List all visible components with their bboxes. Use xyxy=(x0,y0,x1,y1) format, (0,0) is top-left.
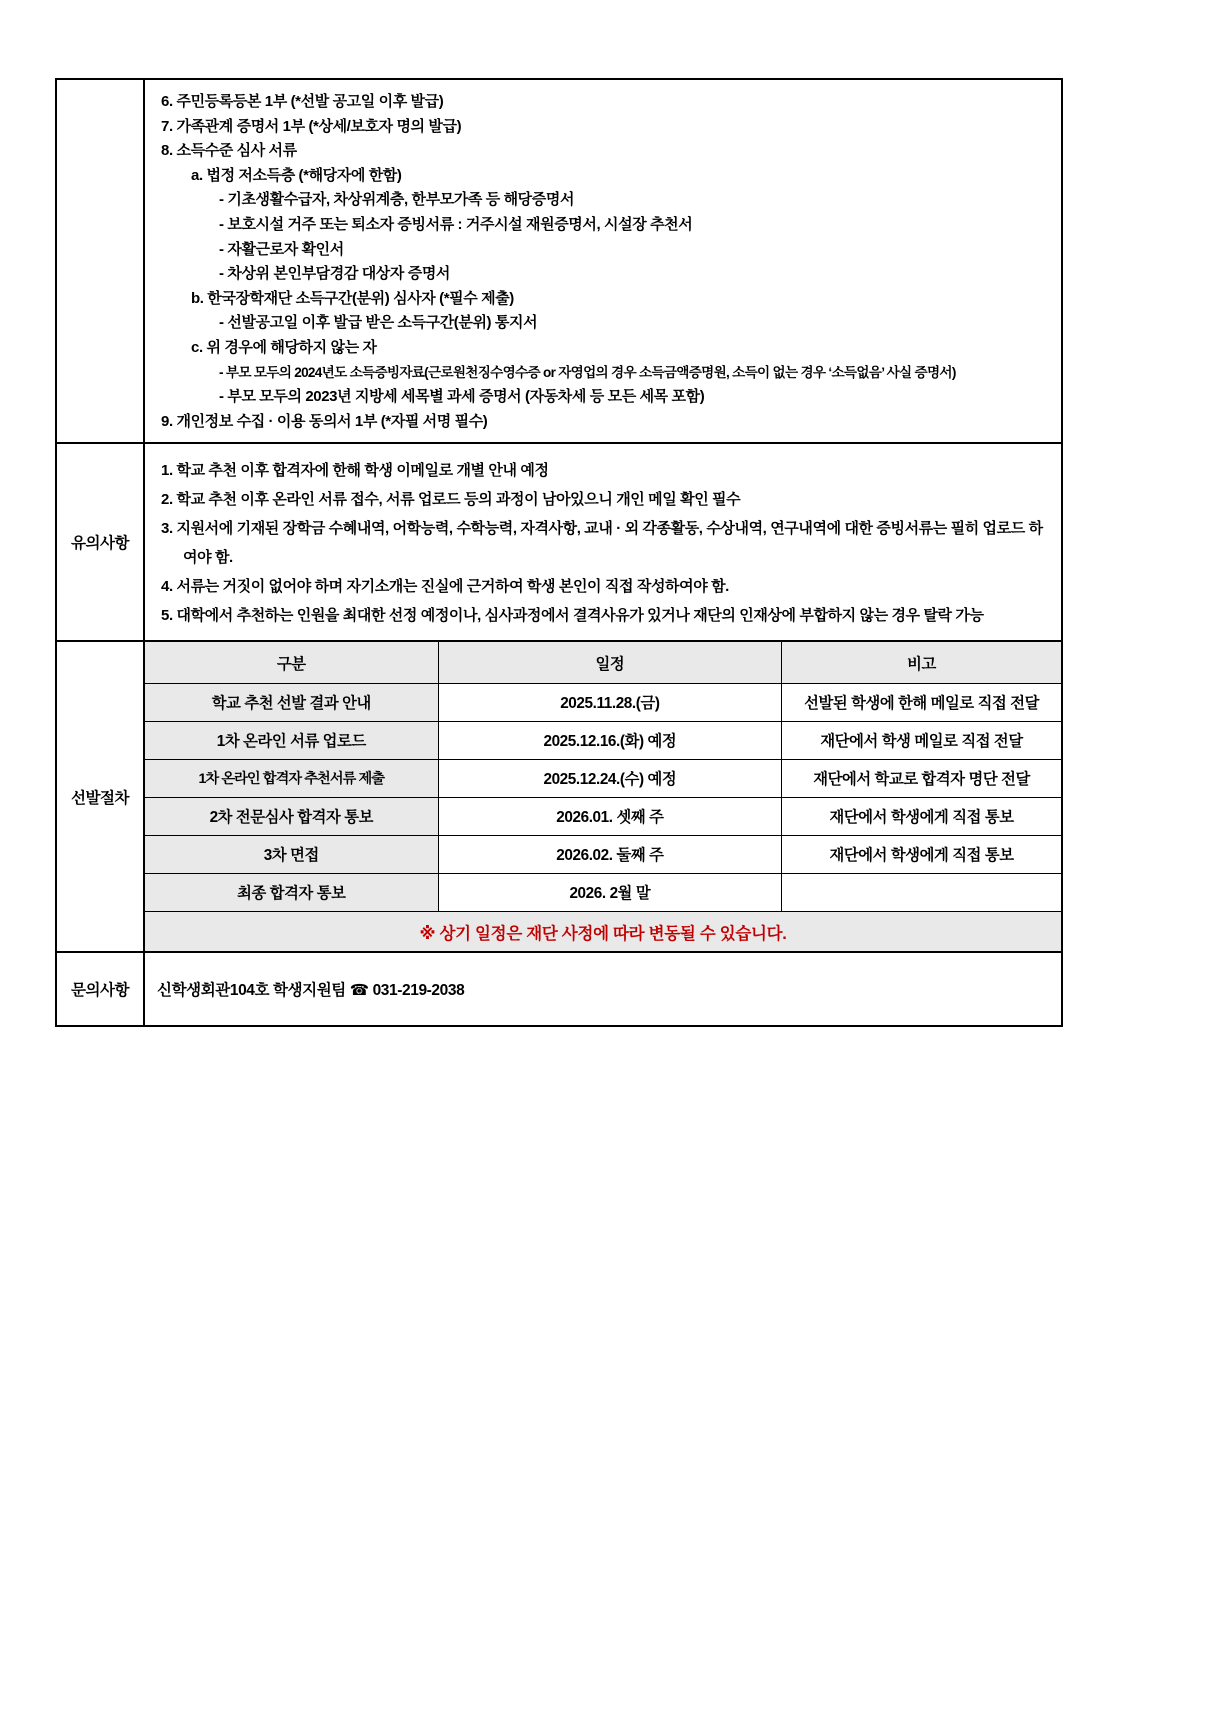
doc-subitem: c. 위 경우에 해당하지 않는 자 xyxy=(191,338,377,356)
schedule-data-row xyxy=(145,759,1061,797)
doc-item: 8. 소득수준 심사 서류 xyxy=(161,142,297,160)
schedule-label: 선발절차 xyxy=(57,642,145,951)
doc-detail: - 자활근로자 확인서 xyxy=(219,240,344,258)
documents-list xyxy=(145,80,1061,442)
schedule-date: 2025.12.24.(수) 예정 xyxy=(438,759,782,797)
schedule-table-wrap xyxy=(145,642,1061,951)
doc-detail: - 기초생활수급자, 차상위계층, 한부모가족 등 해당증명서 xyxy=(219,191,575,209)
schedule-category: 2차 전문심사 합격자 통보 xyxy=(145,797,438,835)
doc-detail: - 부모 모두의 2023년 지방세 세목별 과세 증명서 (자동차세 등 모든 세목 포함) xyxy=(219,388,705,406)
schedule-remark: 재단에서 학교로 합격자 명단 전달 xyxy=(782,759,1061,797)
note-item: 3. 지원서에 기재된 장학금 수혜내역, 어학능력, 수학능력, 자격사항, 교내 · 외 각종활동, 수상내역, 연구내역에 대한 증빙서류는 필히 업로드 하여야 함. xyxy=(161,520,1043,567)
schedule-remark: 재단에서 학생 메일로 직접 전달 xyxy=(782,721,1061,759)
note-item: 5. 대학에서 추천하는 인원을 최대한 선정 예정이나, 심사과정에서 결격사유가 있거나 재단의 인재상에 부합하지 않는 경우 탈락 가능 xyxy=(161,607,984,625)
schedule-data-row xyxy=(145,797,1061,835)
schedule-data-row xyxy=(145,835,1061,873)
doc-detail: - 선발공고일 이후 발급 받은 소득구간(분위) 통지서 xyxy=(219,314,538,332)
schedule-date: 2025.12.16.(화) 예정 xyxy=(438,721,782,759)
schedule-header-row xyxy=(145,642,1061,683)
documents-label-empty xyxy=(57,80,145,442)
doc-item: 7. 가족관계 증명서 1부 (*상세/보호자 명의 발급) xyxy=(161,117,462,135)
schedule-date: 2026. 2월 말 xyxy=(438,873,782,911)
schedule-remark: 재단에서 학생에게 직접 통보 xyxy=(782,797,1061,835)
schedule-change-note: ※ 상기 일정은 재단 사정에 따라 변동될 수 있습니다. xyxy=(145,911,1061,951)
documents-row xyxy=(57,80,1061,442)
schedule-header-remark: 비고 xyxy=(782,642,1061,683)
schedule-header-category: 구분 xyxy=(145,642,438,683)
schedule-remark: 재단에서 학생에게 직접 통보 xyxy=(782,835,1061,873)
notes-label: 유의사항 xyxy=(57,444,145,640)
doc-detail: - 부모 모두의 2024년도 소득증빙자료(근로원천징수영수증 or 자영업의 경우 소득금액증명원, 소득이 없는 경우 ‘소득없음’ 사실 증명서) xyxy=(219,364,956,380)
schedule-date: 2026.01. 셋째 주 xyxy=(438,797,782,835)
schedule-data-row xyxy=(145,683,1061,721)
schedule-row xyxy=(57,640,1061,951)
contact-row xyxy=(57,951,1061,1025)
schedule-date: 2025.11.28.(금) xyxy=(438,683,782,721)
note-item: 4. 서류는 거짓이 없어야 하며 자기소개는 진실에 근거하여 학생 본인이 직접 작성하여야 함. xyxy=(161,578,729,596)
doc-detail: - 차상위 본인부담경감 대상자 증명서 xyxy=(219,265,451,283)
schedule-category: 최종 합격자 통보 xyxy=(145,873,438,911)
contact-label: 문의사항 xyxy=(57,953,145,1025)
schedule-table xyxy=(145,642,1061,951)
contact-info: 신학생회관104호 학생지원팀 ☎ 031-219-2038 xyxy=(157,982,465,1000)
note-item: 1. 학교 추천 이후 합격자에 한해 학생 이메일로 개별 안내 예정 xyxy=(161,462,549,480)
doc-subitem: b. 한국장학재단 소득구간(분위) 심사자 (*필수 제출) xyxy=(191,289,514,307)
schedule-remark: 선발된 학생에 한해 메일로 직접 전달 xyxy=(782,683,1061,721)
schedule-category: 1차 온라인 합격자 추천서류 제출 xyxy=(145,759,438,797)
schedule-data-row xyxy=(145,873,1061,911)
schedule-date: 2026.02. 둘째 주 xyxy=(438,835,782,873)
doc-subitem: a. 법정 저소득층 (*해당자에 한함) xyxy=(191,166,402,184)
doc-detail: - 보호시설 거주 또는 퇴소자 증빙서류 : 거주시설 재원증명서, 시설장 추천서 xyxy=(219,215,693,233)
notes-list xyxy=(145,444,1061,640)
doc-item: 9. 개인정보 수집 · 이용 동의서 1부 (*자필 서명 필수) xyxy=(161,412,488,430)
schedule-category: 1차 온라인 서류 업로드 xyxy=(145,721,438,759)
schedule-data-row xyxy=(145,721,1061,759)
note-item: 2. 학교 추천 이후 온라인 서류 접수, 서류 업로드 등의 과정이 남아있으니 개인 메일 확인 필수 xyxy=(161,491,741,509)
doc-item: 6. 주민등록등본 1부 (*선발 공고일 이후 발급) xyxy=(161,93,444,110)
schedule-category: 3차 면접 xyxy=(145,835,438,873)
notice-table xyxy=(55,78,1063,1027)
schedule-remark xyxy=(782,873,1061,911)
notes-row xyxy=(57,442,1061,640)
schedule-note-row xyxy=(145,911,1061,951)
schedule-category: 학교 추천 선발 결과 안내 xyxy=(145,683,438,721)
schedule-header-date: 일정 xyxy=(438,642,782,683)
